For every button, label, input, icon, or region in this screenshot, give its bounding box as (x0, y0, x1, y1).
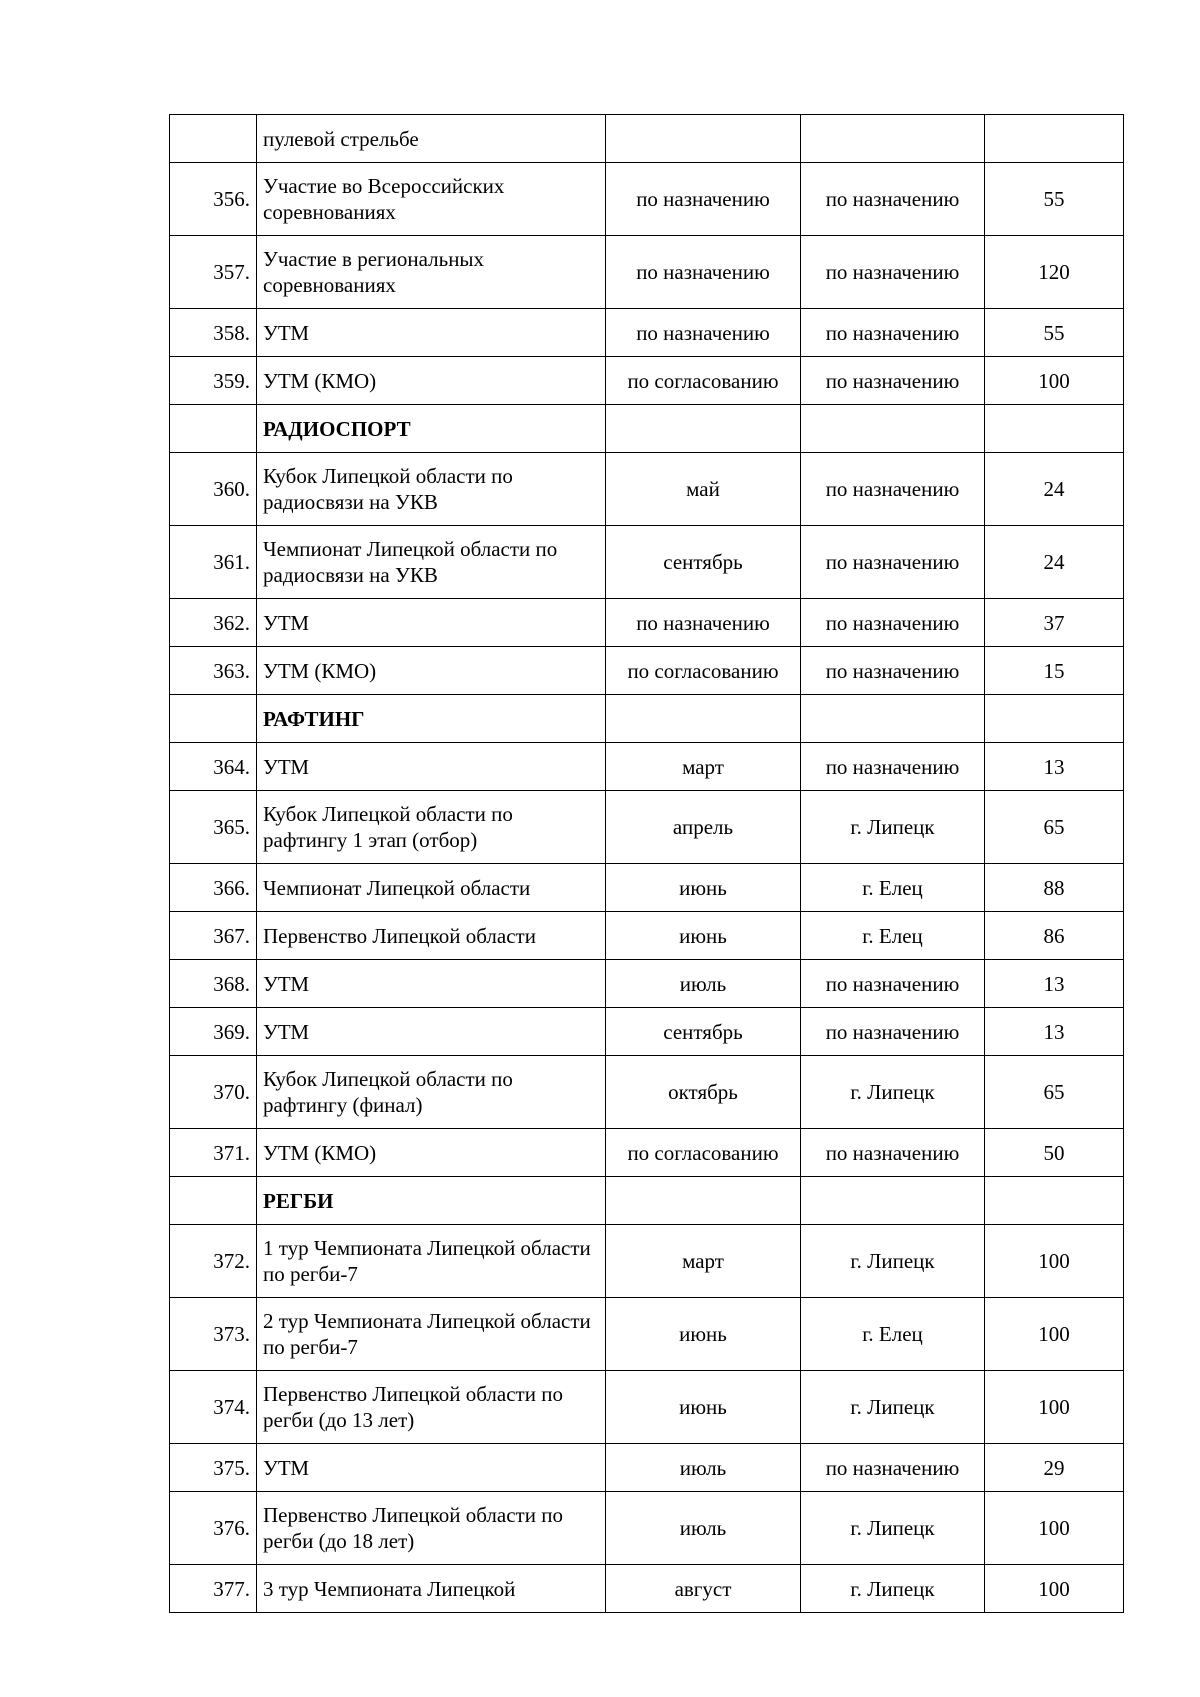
row-number-cell: 358. (170, 309, 257, 357)
place-cell: по назначению (801, 599, 985, 647)
table-row (170, 1444, 1124, 1492)
table-row (170, 912, 1124, 960)
event-name-cell: Первенство Липецкой области (257, 912, 606, 960)
row-number-cell: 377. (170, 1565, 257, 1613)
participants-cell (985, 695, 1124, 743)
participants-cell: 100 (985, 1225, 1124, 1298)
row-number-cell: 375. (170, 1444, 257, 1492)
place-cell (801, 1177, 985, 1225)
event-name-cell: 2 тур Чемпионата Липецкой области по регби-7 (257, 1298, 606, 1371)
place-cell: по назначению (801, 236, 985, 309)
event-name-cell: Кубок Липецкой области по рафтингу (финал) (257, 1056, 606, 1129)
date-cell: сентябрь (606, 1008, 801, 1056)
section-header-row (170, 405, 1124, 453)
table-row (170, 1371, 1124, 1444)
section-header-row (170, 1177, 1124, 1225)
event-name-cell: Чемпионат Липецкой области по радиосвязи на УКВ (257, 526, 606, 599)
event-name-cell: Кубок Липецкой области по радиосвязи на УКВ (257, 453, 606, 526)
place-cell: по назначению (801, 163, 985, 236)
event-name-cell: УТМ (257, 309, 606, 357)
table-row (170, 791, 1124, 864)
row-number-cell: 362. (170, 599, 257, 647)
date-cell: по назначению (606, 236, 801, 309)
row-number-cell: 376. (170, 1492, 257, 1565)
event-name-cell: Участие в региональных соревнованиях (257, 236, 606, 309)
place-cell: по назначению (801, 647, 985, 695)
date-cell: апрель (606, 791, 801, 864)
place-cell: г. Елец (801, 864, 985, 912)
row-number-cell (170, 405, 257, 453)
event-name-cell: Чемпионат Липецкой области (257, 864, 606, 912)
place-cell (801, 115, 985, 163)
participants-cell (985, 405, 1124, 453)
row-number-cell (170, 115, 257, 163)
participants-cell: 55 (985, 163, 1124, 236)
participants-cell: 50 (985, 1129, 1124, 1177)
date-cell: август (606, 1565, 801, 1613)
event-name-cell: Кубок Липецкой области по рафтингу 1 этап (отбор) (257, 791, 606, 864)
table-row (170, 236, 1124, 309)
place-cell: г. Елец (801, 1298, 985, 1371)
place-cell: г. Липецк (801, 1056, 985, 1129)
row-number-cell: 357. (170, 236, 257, 309)
event-name-cell: УТМ (257, 743, 606, 791)
place-cell: по назначению (801, 309, 985, 357)
place-cell: по назначению (801, 960, 985, 1008)
place-cell (801, 405, 985, 453)
event-name-cell: УТМ (257, 599, 606, 647)
row-number-cell: 363. (170, 647, 257, 695)
date-cell: по согласованию (606, 647, 801, 695)
date-cell: по назначению (606, 309, 801, 357)
table-row (170, 599, 1124, 647)
place-cell: по назначению (801, 357, 985, 405)
participants-cell: 65 (985, 791, 1124, 864)
place-cell: г. Елец (801, 912, 985, 960)
place-cell: по назначению (801, 743, 985, 791)
place-cell: по назначению (801, 1129, 985, 1177)
event-name-cell: пулевой стрельбе (257, 115, 606, 163)
place-cell: г. Липецк (801, 1225, 985, 1298)
participants-cell: 65 (985, 1056, 1124, 1129)
table-row (170, 1492, 1124, 1565)
table-row (170, 1129, 1124, 1177)
event-name-cell: Первенство Липецкой области по регби (до 13 лет) (257, 1371, 606, 1444)
row-number-cell (170, 695, 257, 743)
place-cell: по назначению (801, 453, 985, 526)
participants-cell: 55 (985, 309, 1124, 357)
participants-cell: 86 (985, 912, 1124, 960)
date-cell: по назначению (606, 163, 801, 236)
row-number-cell: 366. (170, 864, 257, 912)
date-cell (606, 695, 801, 743)
place-cell: г. Липецк (801, 1492, 985, 1565)
participants-cell: 100 (985, 1492, 1124, 1565)
participants-cell: 37 (985, 599, 1124, 647)
row-number-cell: 364. (170, 743, 257, 791)
row-number-cell: 356. (170, 163, 257, 236)
row-number-cell: 371. (170, 1129, 257, 1177)
row-number-cell: 373. (170, 1298, 257, 1371)
date-cell: май (606, 453, 801, 526)
date-cell: по согласованию (606, 357, 801, 405)
participants-cell: 120 (985, 236, 1124, 309)
row-number-cell: 374. (170, 1371, 257, 1444)
row-number-cell (170, 1177, 257, 1225)
date-cell: июль (606, 1492, 801, 1565)
table-row (170, 453, 1124, 526)
table-row (170, 1056, 1124, 1129)
date-cell (606, 115, 801, 163)
place-cell: по назначению (801, 526, 985, 599)
event-name-cell: УТМ (КМО) (257, 647, 606, 695)
date-cell: март (606, 743, 801, 791)
participants-cell: 29 (985, 1444, 1124, 1492)
date-cell: март (606, 1225, 801, 1298)
table-row (170, 526, 1124, 599)
table-row (170, 743, 1124, 791)
event-name-cell: Участие во Всероссийских соревнованиях (257, 163, 606, 236)
table-row (170, 163, 1124, 236)
events-table-body (170, 115, 1124, 1613)
row-number-cell: 365. (170, 791, 257, 864)
event-name-cell: УТМ (КМО) (257, 357, 606, 405)
date-cell: по согласованию (606, 1129, 801, 1177)
date-cell: июль (606, 960, 801, 1008)
row-number-cell: 368. (170, 960, 257, 1008)
table-row (170, 1565, 1124, 1613)
event-name-cell: УТМ (257, 1008, 606, 1056)
participants-cell: 100 (985, 357, 1124, 405)
participants-cell: 100 (985, 1298, 1124, 1371)
participants-cell: 24 (985, 526, 1124, 599)
table-row (170, 864, 1124, 912)
section-title: РАДИОСПОРТ (257, 405, 606, 453)
participants-cell: 100 (985, 1371, 1124, 1444)
place-cell: по назначению (801, 1008, 985, 1056)
date-cell: июнь (606, 912, 801, 960)
date-cell (606, 405, 801, 453)
section-title: РАФТИНГ (257, 695, 606, 743)
row-number-cell: 372. (170, 1225, 257, 1298)
participants-cell (985, 115, 1124, 163)
section-title: РЕГБИ (257, 1177, 606, 1225)
participants-cell: 100 (985, 1565, 1124, 1613)
table-row (170, 1298, 1124, 1371)
place-cell: по назначению (801, 1444, 985, 1492)
date-cell: октябрь (606, 1056, 801, 1129)
participants-cell: 88 (985, 864, 1124, 912)
section-header-row (170, 695, 1124, 743)
event-name-cell: 3 тур Чемпионата Липецкой (257, 1565, 606, 1613)
date-cell: июнь (606, 1298, 801, 1371)
events-table (169, 114, 1124, 1613)
row-number-cell: 369. (170, 1008, 257, 1056)
table-row (170, 647, 1124, 695)
table-row (170, 1225, 1124, 1298)
table-row (170, 357, 1124, 405)
table-row (170, 309, 1124, 357)
place-cell: г. Липецк (801, 791, 985, 864)
table-row (170, 1008, 1124, 1056)
event-name-cell: 1 тур Чемпионата Липецкой области по регби-7 (257, 1225, 606, 1298)
place-cell (801, 695, 985, 743)
event-name-cell: УТМ (КМО) (257, 1129, 606, 1177)
event-name-cell: УТМ (257, 960, 606, 1008)
place-cell: г. Липецк (801, 1371, 985, 1444)
participants-cell: 13 (985, 960, 1124, 1008)
row-number-cell: 361. (170, 526, 257, 599)
table-row (170, 960, 1124, 1008)
participants-cell: 13 (985, 743, 1124, 791)
event-name-cell: УТМ (257, 1444, 606, 1492)
place-cell: г. Липецк (801, 1565, 985, 1613)
participants-cell (985, 1177, 1124, 1225)
date-cell: сентябрь (606, 526, 801, 599)
date-cell: по назначению (606, 599, 801, 647)
table-row-continuation (170, 115, 1124, 163)
date-cell: июнь (606, 1371, 801, 1444)
participants-cell: 13 (985, 1008, 1124, 1056)
row-number-cell: 370. (170, 1056, 257, 1129)
participants-cell: 15 (985, 647, 1124, 695)
event-name-cell: Первенство Липецкой области по регби (до 18 лет) (257, 1492, 606, 1565)
row-number-cell: 359. (170, 357, 257, 405)
row-number-cell: 360. (170, 453, 257, 526)
date-cell (606, 1177, 801, 1225)
row-number-cell: 367. (170, 912, 257, 960)
date-cell: июнь (606, 864, 801, 912)
participants-cell: 24 (985, 453, 1124, 526)
date-cell: июль (606, 1444, 801, 1492)
